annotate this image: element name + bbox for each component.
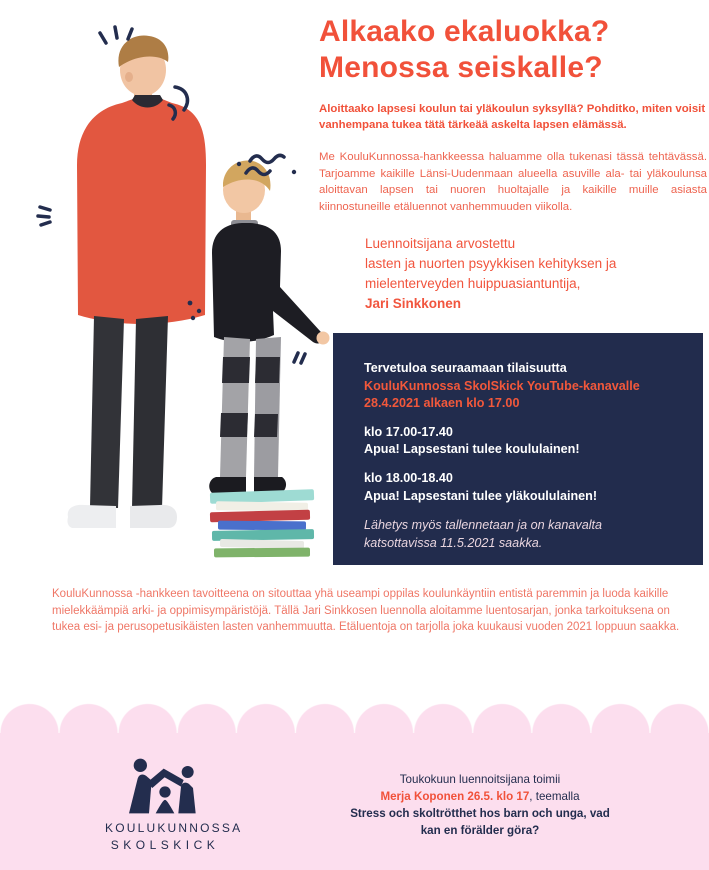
footer bbox=[0, 700, 709, 870]
lecturer-block bbox=[365, 234, 695, 314]
doodle-dashes-left bbox=[38, 207, 50, 225]
logo-wordmark-sv: SKOLSKICK bbox=[110, 838, 220, 852]
session-2-time: klo 18.00-18.40 bbox=[364, 470, 453, 485]
event-details-box bbox=[333, 333, 703, 565]
session-2-title: Apua! Lapsestani tulee yläkoululainen! bbox=[364, 488, 598, 503]
title-line-2: Menossa seiskalle? bbox=[319, 51, 603, 84]
doodle-dashes-top bbox=[100, 27, 132, 43]
koulukunnossa-logo bbox=[105, 757, 243, 852]
next-event-speaker: Merja Koponen 26.5. klo 17 bbox=[380, 790, 530, 803]
next-event-intro: Toukokuun luennoitsijana toimii bbox=[399, 773, 561, 786]
next-event-topic: Stress och skoltrötthet hos barn och unga, vad bbox=[350, 807, 610, 820]
family-house-icon bbox=[125, 757, 205, 815]
event-channel: KouluKunnossa SkolSkick YouTube-kanavalle bbox=[364, 378, 640, 393]
event-welcome: Tervetuloa seuraamaan tilaisuutta bbox=[364, 361, 567, 375]
next-event-suffix: , teemalla bbox=[529, 790, 580, 803]
session-1-time: klo 17.00-17.40 bbox=[364, 424, 453, 439]
lecturer-line: lasten ja nuorten psyykkisen kehityksen ja bbox=[365, 256, 617, 271]
logo-wordmark-fi: KOULUKUNNOSSA bbox=[105, 821, 243, 835]
book-stack bbox=[210, 489, 314, 557]
session-1-title: Apua! Lapsestani tulee koululainen! bbox=[364, 442, 580, 457]
intro-lead: Aloittaako lapsesi koulun tai yläkoulun syksyllä? Pohditko, miten voisit vanhempana tukea tätä tärkeää askelta lapsen elämässä. bbox=[319, 103, 706, 131]
intro-body: Me KouluKunnossa-hankkeessa haluamme olla tukenasi tässä tehtävässä. Tarjoamme kaikille Länsi-Uudenmaan alueella asuville ala- tai yläkoulunsa aloittavan lapsen tai nuoren huoltajalle ja kaikille muille asiasta kiinnostuneille etäluennot vanhemmuuden viikolla. bbox=[319, 151, 707, 213]
next-event-block bbox=[325, 771, 635, 839]
doodle-quote bbox=[294, 353, 305, 363]
event-datetime: 28.4.2021 alkaen klo 17.00 bbox=[364, 396, 520, 411]
next-event-speaker-line bbox=[325, 788, 635, 805]
lecturer-line: Luennoitsijana arvostettu bbox=[365, 236, 516, 251]
title-line-1: Alkaako ekaluokka? bbox=[319, 15, 610, 48]
lecturer-line: mielenterveyden huippuasiantuntija, bbox=[365, 276, 581, 291]
recording-note: Lähetys myös tallennetaan ja on kanavalta katsottavissa 11.5.2021 saakka. bbox=[364, 518, 603, 551]
poster-title bbox=[319, 14, 699, 86]
scallop-edge bbox=[0, 700, 709, 733]
next-event-topic: kan en förälder göra? bbox=[420, 824, 540, 837]
boy-figure bbox=[209, 161, 329, 493]
project-description: KouluKunnossa -hankkeen tavoitteena on sitouttaa yhä useampi oppilas koulunkäyntiin entistä paremmin ja luoda kaikille mielekkäämpiä arki- ja oppimisympäristöjä. Tällä Jari Sinkkosen luennolla aloitamme luentosarjan, jonka tarkoituksena on tukea esi- ja perusopetusikäisten lasten vanhemmuutta. Etäluentoja on tarjolla joka kuukausi vuoden 2021 loppuun saakka. bbox=[52, 588, 680, 633]
lecturer-name: Jari Sinkkonen bbox=[365, 296, 462, 311]
photo-two-boys bbox=[10, 25, 340, 570]
